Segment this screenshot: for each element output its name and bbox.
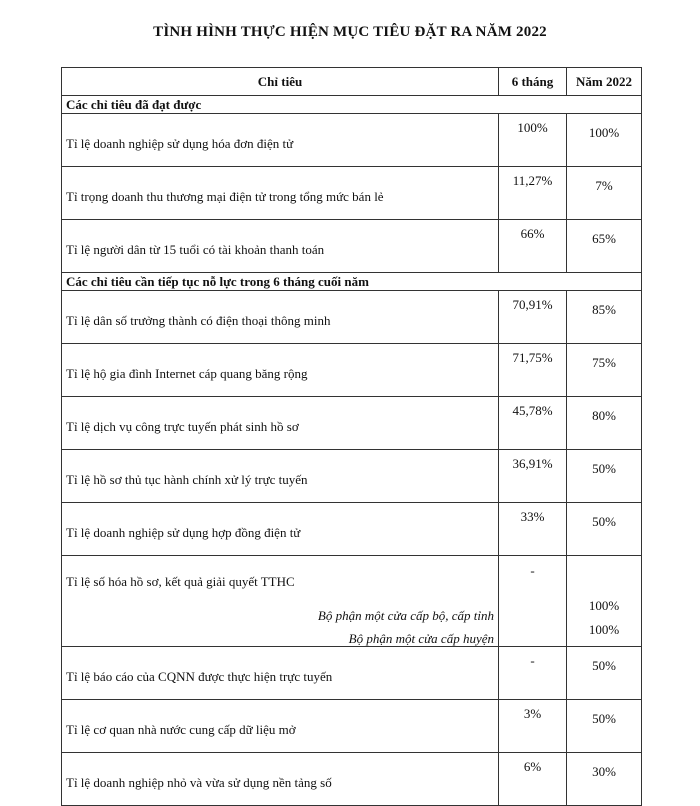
six-month-value: 36,91% bbox=[499, 450, 567, 503]
year-target-value: 50% bbox=[567, 503, 642, 556]
table-header-row bbox=[62, 68, 642, 96]
six-month-value: 11,27% bbox=[499, 167, 567, 220]
year-target-value: 7% bbox=[567, 167, 642, 220]
page-title: TÌNH HÌNH THỰC HIỆN MỤC TIÊU ĐẶT RA NĂM 2022 bbox=[153, 24, 547, 40]
section-achieved bbox=[62, 96, 642, 114]
six-month-value: - bbox=[530, 563, 535, 578]
table-row bbox=[62, 167, 642, 220]
indicator-label: Tỉ lệ cơ quan nhà nước cung cấp dữ liệu mở bbox=[62, 700, 499, 753]
indicator-label: Tỉ lệ dịch vụ công trực tuyến phát sinh hồ sơ bbox=[62, 397, 499, 450]
six-month-value: 45,78% bbox=[499, 397, 567, 450]
indicator-label: Tỉ trọng doanh thu thương mại điện tử trong tổng mức bán lẻ bbox=[62, 167, 499, 220]
year-target-value: 80% bbox=[567, 397, 642, 450]
year-target-value: 85% bbox=[567, 291, 642, 344]
year-target-value: 50% bbox=[567, 700, 642, 753]
six-month-value: 71,75% bbox=[499, 344, 567, 397]
six-month-value: 33% bbox=[499, 503, 567, 556]
section-in-progress bbox=[62, 273, 642, 291]
table-row bbox=[62, 220, 642, 273]
indicator-label: Tỉ lệ hồ sơ thủ tục hành chính xử lý trực tuyến bbox=[62, 450, 499, 503]
header-indicator: Chỉ tiêu bbox=[62, 68, 499, 96]
six-month-value: 3% bbox=[499, 700, 567, 753]
table-row bbox=[62, 450, 642, 503]
year-target-value: 100% bbox=[567, 114, 642, 167]
indicator-label: Tỉ lệ doanh nghiệp sử dụng hợp đồng điện tử bbox=[62, 503, 499, 556]
table-row bbox=[62, 503, 642, 556]
year-target-value: 65% bbox=[567, 220, 642, 273]
table-row bbox=[62, 114, 642, 167]
table-row bbox=[62, 291, 642, 344]
section-title: Các chỉ tiêu cần tiếp tục nỗ lực trong 6 tháng cuối năm bbox=[62, 273, 642, 291]
year-target-value: 100% bbox=[588, 598, 620, 613]
year-target-value: 75% bbox=[567, 344, 642, 397]
indicator-label: Tỉ lệ doanh nghiệp sử dụng hóa đơn điện tử bbox=[62, 114, 499, 167]
indicator-label: Tỉ lệ số hóa hồ sơ, kết quả giải quyết TTHC bbox=[66, 574, 295, 589]
header-year: Năm 2022 bbox=[567, 68, 642, 96]
header-six-months: 6 tháng bbox=[499, 68, 567, 96]
table-row bbox=[62, 397, 642, 450]
indicator-label: Tỉ lệ doanh nghiệp nhỏ và vừa sử dụng nền tảng số bbox=[62, 753, 499, 806]
indicator-label: Tỉ lệ báo cáo của CQNN được thực hiện trực tuyến bbox=[62, 647, 499, 700]
year-target-value: 100% bbox=[588, 622, 620, 637]
year-target-value: 50% bbox=[567, 450, 642, 503]
table-row-digitization bbox=[62, 556, 642, 647]
table-row bbox=[62, 647, 642, 700]
targets-table bbox=[61, 67, 642, 806]
year-target-value: 30% bbox=[567, 753, 642, 806]
table-row bbox=[62, 753, 642, 806]
six-month-value: - bbox=[499, 647, 567, 700]
year-target-cell bbox=[567, 556, 642, 647]
indicator-cell bbox=[62, 556, 499, 647]
six-month-value: 6% bbox=[499, 753, 567, 806]
table-row bbox=[62, 700, 642, 753]
section-title: Các chỉ tiêu đã đạt được bbox=[62, 96, 642, 114]
sub-indicator-label: Bộ phận một cửa cấp bộ, cấp tỉnh bbox=[317, 608, 494, 623]
table-row bbox=[62, 344, 642, 397]
indicator-label: Tỉ lệ hộ gia đình Internet cáp quang băng rộng bbox=[62, 344, 499, 397]
year-target-value: 50% bbox=[567, 647, 642, 700]
sub-indicator-label: Bộ phận một cửa cấp huyện bbox=[348, 631, 494, 646]
six-month-value: 70,91% bbox=[499, 291, 567, 344]
six-month-cell bbox=[499, 556, 567, 647]
indicator-label: Tỉ lệ dân số trưởng thành có điện thoại thông minh bbox=[62, 291, 499, 344]
indicator-label: Tỉ lệ người dân từ 15 tuổi có tài khoản thanh toán bbox=[62, 220, 499, 273]
six-month-value: 100% bbox=[499, 114, 567, 167]
six-month-value: 66% bbox=[499, 220, 567, 273]
